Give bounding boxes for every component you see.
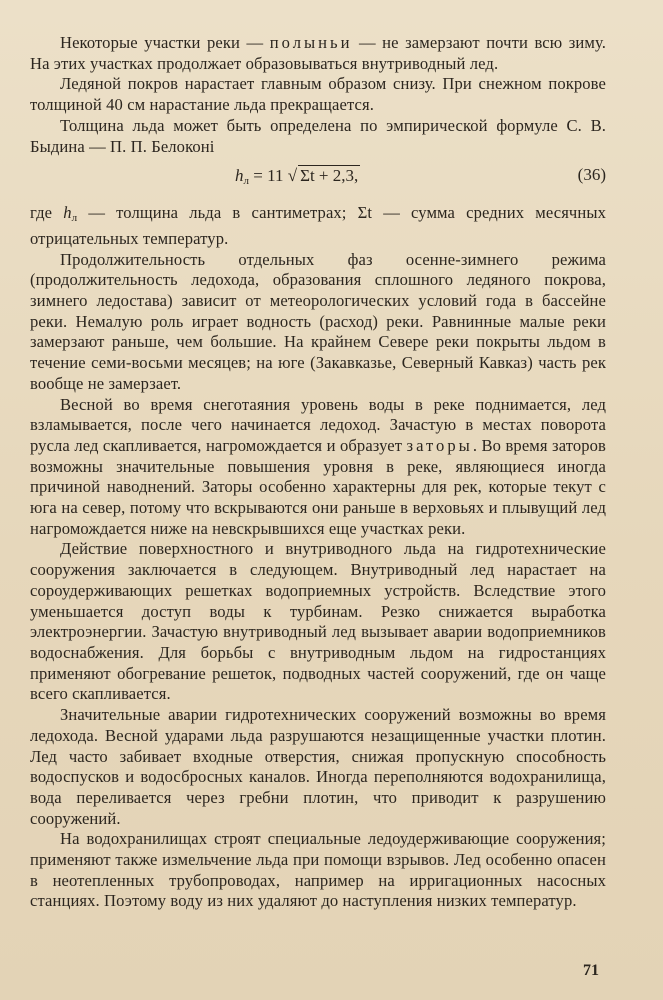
formula-36 (30, 157, 606, 203)
formula-number: (36) (577, 165, 606, 185)
term-polynyi: полыньи (269, 33, 353, 52)
term-zatory: заторы (406, 435, 473, 455)
paragraph-formula-legend (30, 203, 606, 249)
formula-lhs-var: h (235, 166, 244, 186)
text-span: Весной во время снеготаяния уровень воды в реке поднимается, лед взламывается, после чего начинается ледоход. Зачастую в местах поворота русла лед скапливается, нагромождается и образует (30, 394, 606, 455)
formula-radicand: Σt + 2,3, (300, 166, 359, 186)
text-span: — сумма средних месячных отрицательных температур. (30, 203, 607, 248)
paragraph-reservoirs: На водохранилищах строят специальные ледоудерживающие сооружения; применяют также измельчение льда при помощи взрывов. Лед особенно опасен в неотепленных трубопроводах, например на ирригационных насосных станциях. Поэтому воду из них удаляют до наступления низких температур. (30, 829, 606, 911)
page-number: 71 (583, 962, 599, 979)
formula-lhs-sub: л (243, 175, 249, 188)
text-span: — толщина льда в сантиметрах; (77, 203, 358, 223)
paragraph-ice-jams (30, 395, 606, 540)
body-text (30, 33, 606, 912)
paragraph-formula-intro: Толщина льда может быть определена по эмпирической формуле С. В. Быдина — П. П. Белоконі (30, 115, 606, 156)
text-span: где (30, 203, 64, 223)
symbol-h: h (63, 203, 72, 223)
paragraph-ice-cover: Ледяной покров нарастает главным образом снизу. При снежном покрове толщиной 40 см нарастание льда прекращается. (30, 74, 606, 115)
text-span: Некоторые участки реки — (60, 33, 270, 52)
symbol-sum-t: Σt (357, 203, 373, 223)
paragraph-accidents: Значительные аварии гидротехнических сооружений возможны во время ледохода. Весной ударами льда разрушаются незащищенные участки плотин. Лед часто забивает входные отверстия, снижая пропускную способность водоспусков и водосбросных каналов. Иногда переполняются водохранилища, вода переливается через гребни плотин, что приводит к разрушению сооружений. (30, 705, 606, 828)
paragraph-structures-effect: Действие поверхностного и внутриводного льда на гидротехнические сооружения заключается в следующем. Внутриводный лед нарастает на сороудерживающих решетках водоприемных устройств. Вследствие этого уменьшается доступ воды к турбинам. Резко снижается выработка электроэнергии. Зачастую внутриводный лед вызывает аварии водоприемников водоснабжения. Для борьбы с внутриводным льдом на гидростанциях применяют обогревание решеток, подводных частей сооружений, где он чаще всего скапливается. (30, 539, 606, 704)
formula-expression (235, 165, 360, 187)
text-span: — не замерзают почти всю зиму. На этих участках продолжает образовываться внутриводный лед. (30, 33, 606, 73)
radical-sign-icon: √ (287, 166, 298, 186)
text-span: . Во время заторов возможны значительные повышения уровня в реке, являющиеся иногда причиной наводнений. Заторы особенно характерны для рек, которые текут с юга на север, потому что вскрываются они раньше в верховьях и плывущий лед нагромождается ниже на невскрывшихся еще участках реки. (30, 435, 606, 538)
symbol-h-sub: л (71, 212, 78, 225)
paragraph-phases: Продолжительность отдельных фаз осенне-зимнего режима (продолжительность ледохода, образования сплошного ледяного покрова, зимнего ледостава) зависит от метеорологических условий года в бассейне реки. Немалую роль играет водность (расход) реки. Равнинные малые реки замерзают раньше, чем большие. На крайнем Севере реки покрыты льдом в течение семи-восьми месяцев; на юге (Закавказье, Северный Кавказ) часть рек вообще не замерзает. (30, 249, 606, 393)
formula-coefficient: = 11 (249, 166, 288, 186)
paragraph-polynyas (30, 33, 606, 74)
